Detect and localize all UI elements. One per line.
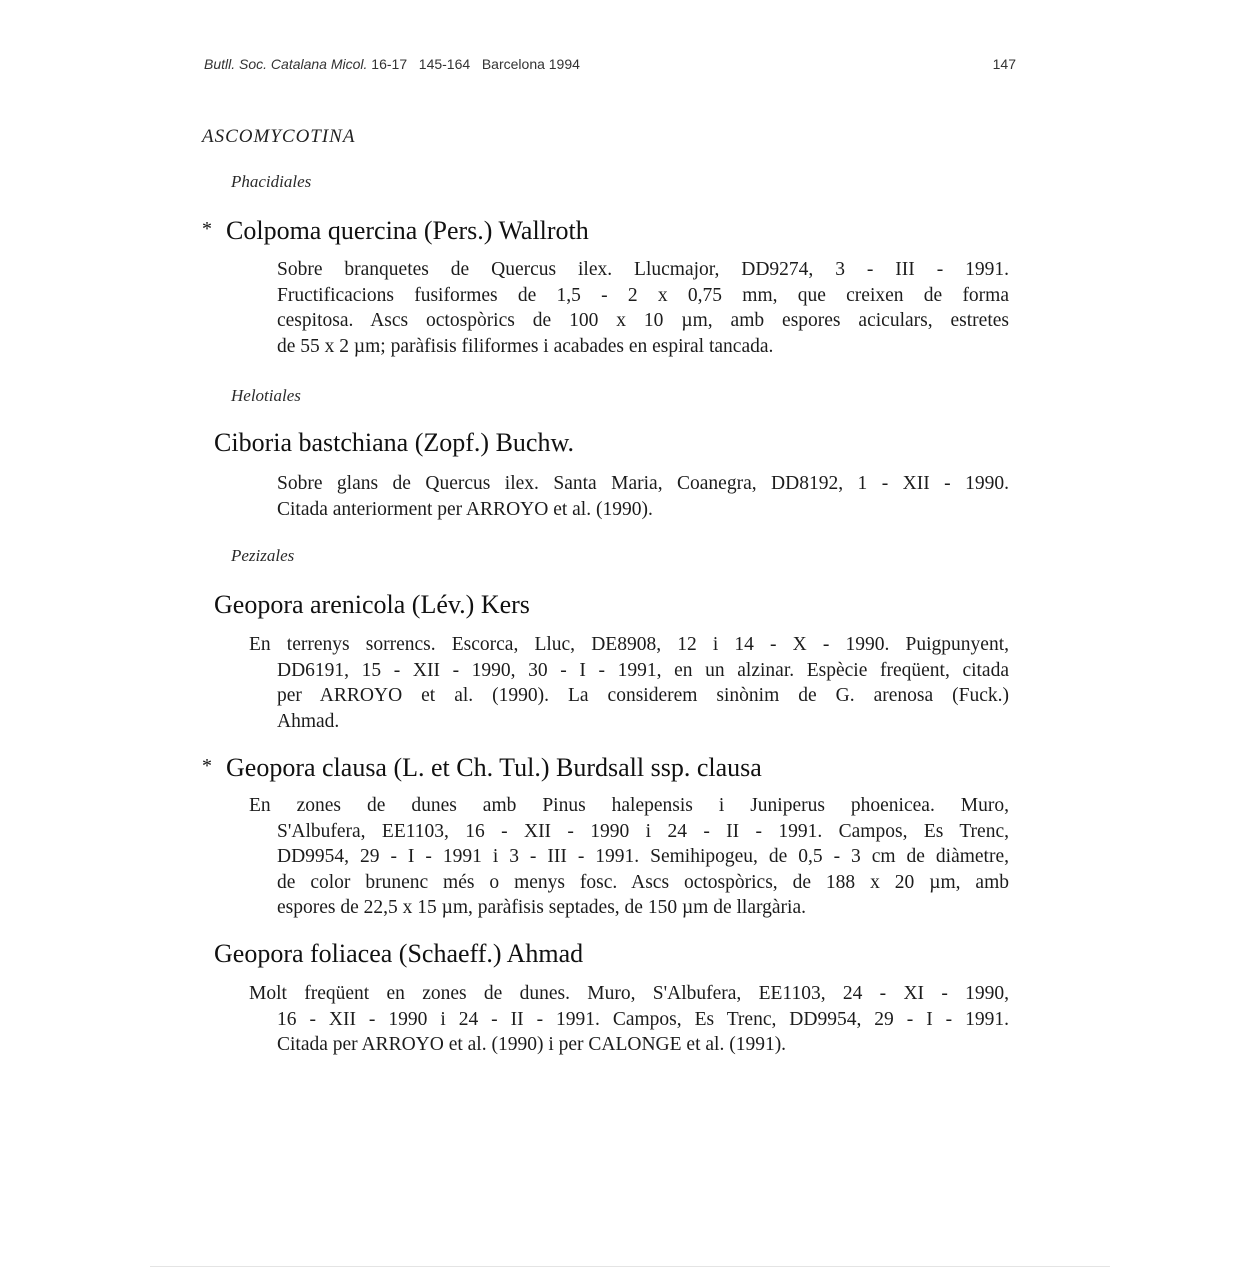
order-heading-pezizales: Pezizales	[231, 546, 295, 565]
species-description	[249, 257, 1009, 359]
description-line: cespitosa. Ascs octospòrics de 100 x 10 µm, amb espores aciculars, estretes	[277, 310, 1009, 332]
description-line: En zones de dunes amb Pinus halepensis i Juniperus phoenicea. Muro,	[249, 795, 1009, 816]
description-line: DD6191, 15 - XII - 1990, 30 - I - 1991, en un alzinar. Espècie freqüent, citada	[277, 659, 1009, 681]
species-name: Ciboria bastchiana (Zopf.) Buchw.	[214, 428, 575, 457]
description-line: Fructificacions fusiformes de 1,5 - 2 x 0,75 mm, que creixen de forma	[277, 284, 1009, 306]
description-line: 16 - XII - 1990 i 24 - II - 1991. Campos, Es Trenc, DD9954, 29 - I - 1991.	[277, 1008, 1009, 1030]
description-line: per ARROYO et al. (1990). La considerem sinònim de G. arenosa (Fuck.)	[277, 685, 1009, 707]
page-number: 147	[992, 56, 1016, 72]
species-description	[249, 632, 1009, 734]
division-heading: ASCOMYCOTINA	[202, 126, 356, 147]
description-line: de 55 x 2 µm; paràfisis filiformes i acabades en espiral tancada.	[277, 335, 774, 357]
description-line: Ahmad.	[277, 710, 340, 732]
species-description	[249, 471, 1009, 522]
species-name: Geopora foliacea (Schaeff.) Ahmad	[214, 939, 584, 968]
species-description	[249, 981, 1009, 1058]
description-line: Molt freqüent en zones de dunes. Muro, S'Albufera, EE1103, 24 - XI - 1990,	[249, 983, 1009, 1004]
species-heading	[202, 428, 574, 458]
journal-name: Butll. Soc. Catalana Micol.	[204, 56, 368, 72]
description-line: de color brunenc més o menys fosc. Ascs octospòrics, de 188 x 20 µm, amb	[277, 871, 1009, 893]
new-record-marker: *	[202, 218, 212, 240]
species-name: Geopora clausa (L. et Ch. Tul.) Burdsall ssp. clausa	[226, 753, 762, 782]
description-line: espores de 22,5 x 15 µm, paràfisis septades, de 150 µm de llargària.	[277, 897, 806, 919]
description-line: En terrenys sorrencs. Escorca, Lluc, DE8908, 12 i 14 - X - 1990. Puigpunyent,	[249, 634, 1009, 655]
running-header	[204, 56, 1016, 72]
species-description	[249, 793, 1009, 921]
journal-volume: 16-17	[371, 56, 408, 72]
species-heading	[202, 216, 589, 246]
description-line: S'Albufera, EE1103, 16 - XII - 1990 i 24 - II - 1991. Campos, Es Trenc,	[277, 820, 1009, 842]
species-name: Colpoma quercina (Pers.) Wallroth	[226, 216, 589, 245]
scan-edge-divider	[150, 1266, 1110, 1267]
order-heading-phacidiales: Phacidiales	[231, 172, 312, 191]
description-line: Citada per ARROYO et al. (1990) i per CALONGE et al. (1991).	[277, 1034, 787, 1056]
order-heading-helotiales: Helotiales	[231, 386, 301, 405]
species-name: Geopora arenicola (Lév.) Kers	[214, 590, 530, 619]
species-heading	[202, 939, 583, 969]
description-line: Sobre branquetes de Quercus ilex. Llucmajor, DD9274, 3 - III - 1991.	[277, 259, 1009, 280]
new-record-marker: *	[202, 755, 212, 777]
description-line: DD9954, 29 - I - 1991 i 3 - III - 1991. Semihipogeu, de 0,5 - 3 cm de diàmetre,	[277, 846, 1009, 868]
journal-place-year: Barcelona 1994	[481, 56, 580, 72]
species-heading	[202, 590, 530, 620]
description-line: Sobre glans de Quercus ilex. Santa Maria, Coanegra, DD8192, 1 - XII - 1990.	[277, 473, 1009, 494]
journal-pages: 145-164	[418, 56, 471, 72]
species-heading	[202, 753, 762, 783]
description-line: Citada anteriorment per ARROYO et al. (1990).	[277, 498, 653, 520]
